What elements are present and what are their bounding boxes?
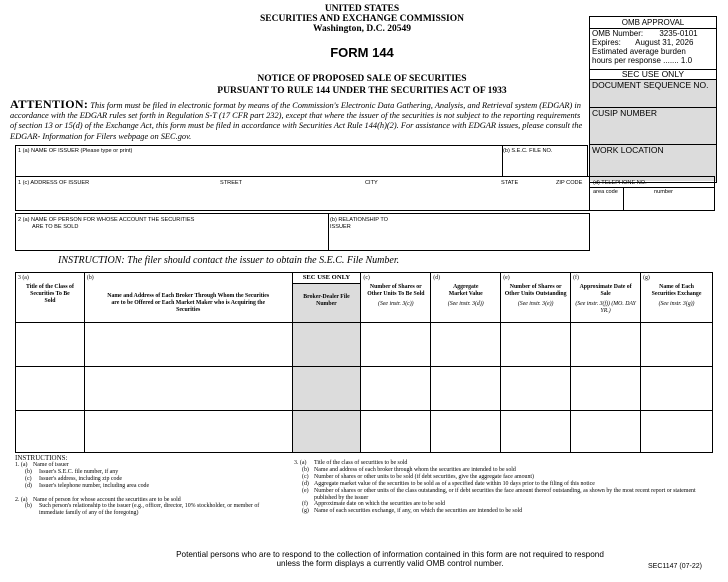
footer-notice xyxy=(150,550,630,568)
securities-table xyxy=(15,272,713,453)
cell-broker[interactable] xyxy=(84,323,292,367)
attention-notice xyxy=(10,99,588,142)
address-label: 1 (c) ADDRESS OF ISSUER xyxy=(18,180,90,186)
notice-line-1: NOTICE OF PROPOSED SALE OF SECURITIES xyxy=(257,74,467,84)
work-location-label: WORK LOCATION xyxy=(592,145,664,155)
omb-number: 3235-0101 xyxy=(659,29,698,38)
person-name-field[interactable] xyxy=(15,213,329,251)
cell-title[interactable] xyxy=(16,323,85,367)
cell-outstanding[interactable] xyxy=(501,411,571,453)
omb-expires: August 31, 2026 xyxy=(635,38,694,47)
omb-approval-box xyxy=(589,16,717,70)
table-row xyxy=(16,323,713,367)
col-broker-file-header: SEC USE ONLY Broker-Dealer File Number xyxy=(292,273,361,323)
omb-burden-1: Estimated average burden xyxy=(592,47,686,56)
sec-use-only-box xyxy=(589,69,717,183)
telephone-label: (d) TELEPHONE NO. xyxy=(593,180,647,186)
form-code: SEC1147 (07-22) xyxy=(648,563,702,570)
cell-exchange[interactable] xyxy=(641,367,713,411)
cell-date[interactable] xyxy=(571,367,641,411)
relationship-label-2: ISSUER xyxy=(330,224,351,230)
footer-line-2: unless the form displays a currently valid OMB control number. xyxy=(276,559,504,568)
omb-title: OMB APPROVAL xyxy=(590,17,716,29)
cusip-number-label: CUSIP NUMBER xyxy=(592,108,658,118)
cell-value[interactable] xyxy=(431,367,501,411)
cell-title[interactable] xyxy=(16,367,85,411)
issuer-address-field[interactable] xyxy=(15,176,590,211)
instructions-left: INSTRUCTIONS: 1. (a) Name of issuer (b) Issuer's S.E.C. file number, if any (c) Issuer's address, including zip code (d) Issuer's telephone number, including area code 2. (a) Name of person for whose account the securities are to be sold (b) Such person's relationship to the issuer (e.g., officer, director, 10% stockholder, or member of immediate family of any of the foregoing) xyxy=(15,455,285,517)
cell-file-number xyxy=(292,323,361,367)
cell-shares[interactable] xyxy=(361,367,431,411)
col-exchange-header: (g) Name of Each Securities Exchange (See instr. 3(g)) xyxy=(641,273,713,323)
relationship-label-1: (b) RELATIONSHIP TO xyxy=(330,217,389,223)
omb-burden-2: hours per response ....... 1.0 xyxy=(592,56,693,65)
cell-broker[interactable] xyxy=(84,411,292,453)
cell-shares[interactable] xyxy=(361,323,431,367)
col-broker-header: (b) Name and Address of Each Broker Through Whom the Securities are to be Offered or Each Market Maker who is Acquiring the Securities xyxy=(84,273,292,323)
telephone-field[interactable] xyxy=(589,176,715,211)
area-code-label: area code xyxy=(593,189,618,195)
relationship-field[interactable] xyxy=(327,213,590,251)
omb-number-row xyxy=(590,29,716,38)
col-title-header: 3 (a) Title of the Class of Securities To Be Sold xyxy=(16,273,85,323)
zip-code-label: ZIP CODE xyxy=(556,180,583,186)
form-title: FORM 144 xyxy=(330,45,394,60)
cell-date[interactable] xyxy=(571,411,641,453)
sec-file-no-field[interactable] xyxy=(501,145,588,177)
state-label: STATE xyxy=(501,180,519,186)
person-name-label-2: ARE TO BE SOLD xyxy=(32,224,79,230)
issuer-name-label: 1 (a) NAME OF ISSUER (Please type or print) xyxy=(18,148,133,154)
attention-label: ATTENTION: xyxy=(10,97,89,111)
number-label: number xyxy=(654,189,673,195)
document-sequence-label: DOCUMENT SEQUENCE NO. xyxy=(592,80,709,90)
instructions-right: 3. (a) Title of the class of securities to be sold (b) Name and address of each broker through whom the securities are intended to be sold (c) Number of shares or other units to be sold (if debt securities, give the aggregate face amount) (d) Aggregate market value of the securities to be sold as of a specified date within 10 days prior to the filing of this notice (e) Number of shares or other units of the class outstanding, or if debt securities the face amount thereof outstanding, as shown by the most recent report or statement published by the issuer (f) Approximate date on which the securities are to be sold (g) Name of each securities exchange, if any, on which the securities are intended to be sold xyxy=(294,460,696,515)
cell-outstanding[interactable] xyxy=(501,367,571,411)
omb-number-label: OMB Number: xyxy=(592,29,644,38)
cell-file-number xyxy=(292,367,361,411)
document-sequence-field[interactable] xyxy=(590,80,716,108)
cell-title[interactable] xyxy=(16,411,85,453)
street-label: STREET xyxy=(220,180,243,186)
col-shares-sold-header: (c) Number of Shares or Other Units To Be Sold (See instr. 3(c)) xyxy=(361,273,431,323)
col-market-value-header: (d) Aggregate Market Value (See instr. 3(d)) xyxy=(431,273,501,323)
cell-date[interactable] xyxy=(571,323,641,367)
notice-line-2: PURSUANT TO RULE 144 UNDER THE SECURITIES ACT OF 1933 xyxy=(217,86,507,96)
table-row xyxy=(16,367,713,411)
instruction-line: INSTRUCTION: The filer should contact the issuer to obtain the S.E.C. File Number. xyxy=(58,255,400,266)
cell-shares[interactable] xyxy=(361,411,431,453)
sec-use-title: SEC USE ONLY xyxy=(590,70,716,80)
issuer-name-field[interactable] xyxy=(15,145,503,177)
cell-exchange[interactable] xyxy=(641,411,713,453)
col-shares-outstanding-header: (e) Number of Shares or Other Units Outstanding (See instr. 3(e)) xyxy=(501,273,571,323)
sec-file-no-label: (b) S.E.C. FILE NO. xyxy=(503,148,553,154)
omb-expires-row xyxy=(590,38,716,47)
sec-use-only-label: SEC USE ONLY xyxy=(293,273,361,284)
attention-text: This form must be filed in electronic format by means of the Commission's Electronic Data Gathering, Analysis, and Retrieval system (EDGAR) in accordance with the EDGAR rules set forth in Regulation S-T (17 CFR part 232), except that where the issuer of the securities is not subject to the reporting requirements of section 13 or 15(d) of the Exchange Act, this form must be filed in accordance with Securities Act Rule 144(h)(2). For assistance with EDGAR issues, please consult the EDGAR- Information for Filers webpage on SEC.gov. xyxy=(10,101,583,141)
cell-outstanding[interactable] xyxy=(501,323,571,367)
cell-exchange[interactable] xyxy=(641,323,713,367)
city-label: CITY xyxy=(365,180,378,186)
header-line-2: SECURITIES AND EXCHANGE COMMISSION xyxy=(259,14,465,24)
col-date-header: (f) Approximate Date of Sale (See instr. 3(f)) (MO. DAY YR.) xyxy=(571,273,641,323)
omb-expires-label: Expires: xyxy=(592,38,621,47)
table-row xyxy=(16,411,713,453)
cell-value[interactable] xyxy=(431,411,501,453)
cusip-number-field[interactable] xyxy=(590,108,716,145)
person-name-label-1: 2 (a) NAME OF PERSON FOR WHOSE ACCOUNT THE SECURITIES xyxy=(18,217,195,223)
header-line-3: Washington, D.C. 20549 xyxy=(313,24,411,34)
cell-file-number xyxy=(292,411,361,453)
footer-line-1: Potential persons who are to respond to the collection of information contained in this form are not required to respond xyxy=(176,550,604,559)
instructions-title: INSTRUCTIONS: xyxy=(15,454,68,462)
header-line-1: UNITED STATES xyxy=(324,4,400,14)
cell-broker[interactable] xyxy=(84,367,292,411)
cell-value[interactable] xyxy=(431,323,501,367)
